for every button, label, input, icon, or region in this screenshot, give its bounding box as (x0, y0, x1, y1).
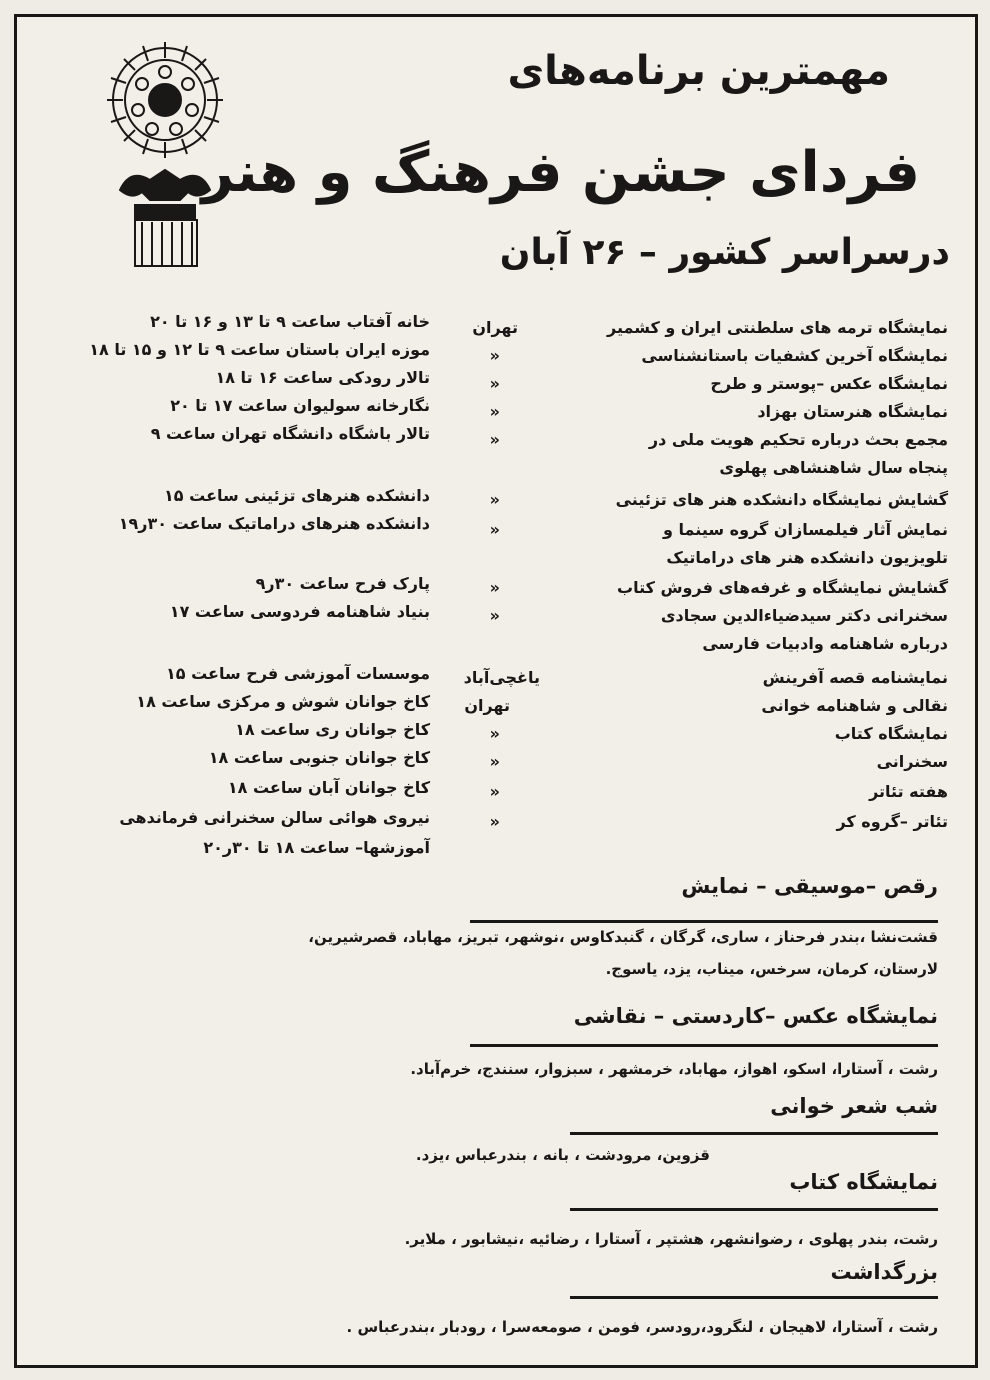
section-rule (470, 920, 938, 923)
event-place: کاخ جوانان ری ساعت ۱۸ (235, 720, 430, 739)
section-rule (570, 1208, 938, 1211)
section-heading: شب شعر خوانی (770, 1094, 938, 1118)
event-place: بنیاد شاهنامه فردوسی ساعت ۱۷ (169, 602, 430, 621)
event-name: سخنرانی دکتر سیدضیاءالدین سجادی (660, 606, 948, 625)
event-name: سخنرانی (876, 752, 948, 771)
event-city: « (489, 812, 500, 831)
event-place: دانشکده هنرهای دراماتیک ساعت ۳۰ر۱۹ (118, 514, 430, 533)
section-cities: قشت‌نشا ،بندر فرحناز ، ساری، گرگان ، گنبدکاوس ،نوشهر، تبریز، مهاباد، قصرشیرین، (308, 928, 938, 946)
headline-line-2: فردای جشن فرهنگ و هنر (201, 140, 920, 205)
event-place: نگارخانه سولیوان ساعت ۱۷ تا ۲۰ (170, 396, 430, 415)
event-name: نمایشگاه ترمه های سلطنتی ایران و کشمیر (607, 318, 948, 337)
event-city: « (489, 374, 500, 393)
headline-line-1: مهمترین برنامه‌های (507, 48, 890, 94)
section-heading: نمایشگاه عکس –کاردستی – نقاشی (573, 1004, 938, 1028)
event-name: نمایشگاه آخرین کشفیات باستانشناسی (641, 346, 948, 365)
event-name: گشایش نمایشگاه و غرفه‌های فروش کتاب (616, 578, 948, 597)
event-city: « (489, 578, 500, 597)
event-name: نقالی و شاهنامه خوانی (761, 696, 948, 715)
section-rule (470, 1044, 938, 1047)
section-heading: بزرگداشت (830, 1260, 938, 1284)
section-heading: نمایشگاه کتاب (789, 1170, 938, 1194)
event-name: نمایشگاه کتاب (834, 724, 948, 743)
section-cities: رشت ، آستارا، اسکو، اهواز، مهاباد، خرمشهر ، سبزوار، سنندج، خرم‌آباد. (410, 1060, 938, 1078)
event-city: تهران (464, 696, 510, 715)
event-name: گشایش نمایشگاه دانشکده هنر های تزئینی (615, 490, 948, 509)
event-name: پنجاه سال شاهنشاهی پهلوی (719, 458, 948, 477)
event-name: نمایشنامه قصه آفرینش (762, 668, 948, 687)
event-city: « (489, 752, 500, 771)
section-rule (570, 1132, 938, 1135)
event-city: « (489, 346, 500, 365)
section-cities: لارستان، کرمان، سرخس، میناب، یزد، یاسوج. (605, 960, 938, 978)
event-place: کاخ جوانان شوش و مرکزی ساعت ۱۸ (136, 692, 430, 711)
event-city: « (489, 490, 500, 509)
event-city: « (489, 724, 500, 743)
event-name: نمایشگاه عکس –پوستر و طرح (710, 374, 948, 393)
event-place: تالار باشگاه دانشگاه تهران ساعت ۹ (150, 424, 430, 443)
event-place: کاخ جوانان جنوبی ساعت ۱۸ (208, 748, 430, 767)
event-name: مجمع بحث درباره تحکیم هویت ملی در (648, 430, 948, 449)
event-city: « (489, 782, 500, 801)
event-place: خانه آفتاب ساعت ۹ تا ۱۳ و ۱۶ تا ۲۰ (150, 312, 430, 331)
event-city: تهران (472, 318, 518, 337)
event-city: « (489, 402, 500, 421)
section-heading: رقص –موسیقی – نمایش (681, 874, 938, 898)
section-cities: رشت ، آستارا، لاهیجان ، لنگرود،رودسر، فومن ، صومعه‌سرا ، رودبار ،بندرعباس . (346, 1318, 938, 1336)
event-name: تلویزیون دانشکده هنر های دراماتیک (666, 548, 948, 567)
event-place: تالار رودکی ساعت ۱۶ تا ۱۸ (215, 368, 430, 387)
event-place: کاخ جوانان آبان ساعت ۱۸ (227, 778, 430, 797)
event-name: هفته تئاتر (869, 782, 948, 801)
event-place: آموزشها– ساعت ۱۸ تا ۳۰ر۲۰ (203, 838, 430, 857)
section-cities: رشت، بندر پهلوی ، رضوانشهر، هشتپر ، آستارا ، رضائیه ،نیشابور ، ملایر. (404, 1230, 938, 1248)
event-name: درباره شاهنامه وادبیات فارسی (702, 634, 948, 653)
event-name: نمایشگاه هنرستان بهزاد (757, 402, 948, 421)
event-city: « (489, 606, 500, 625)
headline-line-3: درسراسر کشور – ۲۶ آبان (499, 232, 950, 273)
event-place: دانشکده هنرهای تزئینی ساعت ۱۵ (164, 486, 430, 505)
event-city: یاغچی‌آباد (463, 668, 540, 687)
event-city: « (489, 430, 500, 449)
section-cities: قزوین، مرودشت ، بانه ، بندرعباس ،یزد. (415, 1146, 710, 1164)
event-name: تئاتر –گروه کر (836, 812, 948, 831)
event-place: نیروی هوائی سالن سخنرانی فرماندهی (119, 808, 430, 827)
section-rule (570, 1296, 938, 1299)
event-place: موزه ایران باستان ساعت ۹ تا ۱۲ و ۱۵ تا ۱۸ (89, 340, 430, 359)
event-city: « (489, 520, 500, 539)
event-name: نمایش آثار فیلمسازان گروه سینما و (663, 520, 948, 539)
event-place: پارک فرح ساعت ۳۰ر۹ (255, 574, 430, 593)
event-place: موسسات آموزشی فرح ساعت ۱۵ (166, 664, 430, 683)
